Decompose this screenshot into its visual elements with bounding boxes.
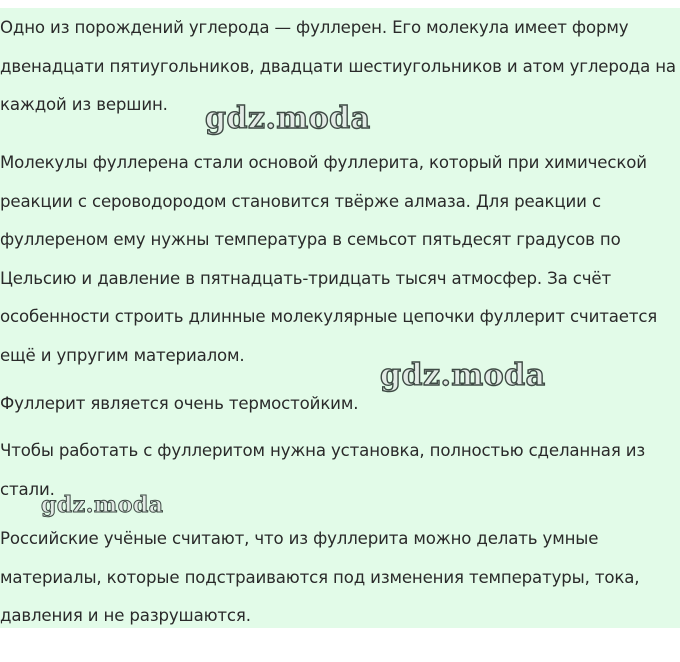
paragraph-heat-resistance: Фуллерит является очень термостойким. [0, 394, 359, 413]
watermark-logo: gdz.moda [205, 101, 371, 136]
paragraph-fullerite: Молекулы фуллерена стали основой фуллерита, который при химической реакции с сероводородом становится твёрже алмаза. Для реакции с фуллереном ему нужны температура в семьсот пятьдесят градусов по Цельсию и давление в пятнадцать-тридцать тысяч атмосфер. За счёт особенности строить длинные молекулярные цепочки фуллерит считается ещё и упругим материалом. [0, 153, 658, 365]
paragraph-fullerene-intro: Одно из порождений углерода — фуллерен. Его молекула имеет форму двенадцати пятиугольников, двадцати шестиугольников и атом углерода на каждой из вершин. [0, 18, 676, 114]
watermark-logo: gdz.moda [380, 358, 546, 393]
paragraph-smart-materials: Российские учёные считают, что из фуллерита можно делать умные материалы, которые подстраиваются под изменения температуры, тока, давления и не разрушаются. [0, 529, 640, 625]
paragraph-steel-installation: Чтобы работать с фуллеритом нужна установка, полностью сделанная из стали. [0, 441, 646, 499]
watermark-logo: gdz.moda [41, 492, 164, 518]
